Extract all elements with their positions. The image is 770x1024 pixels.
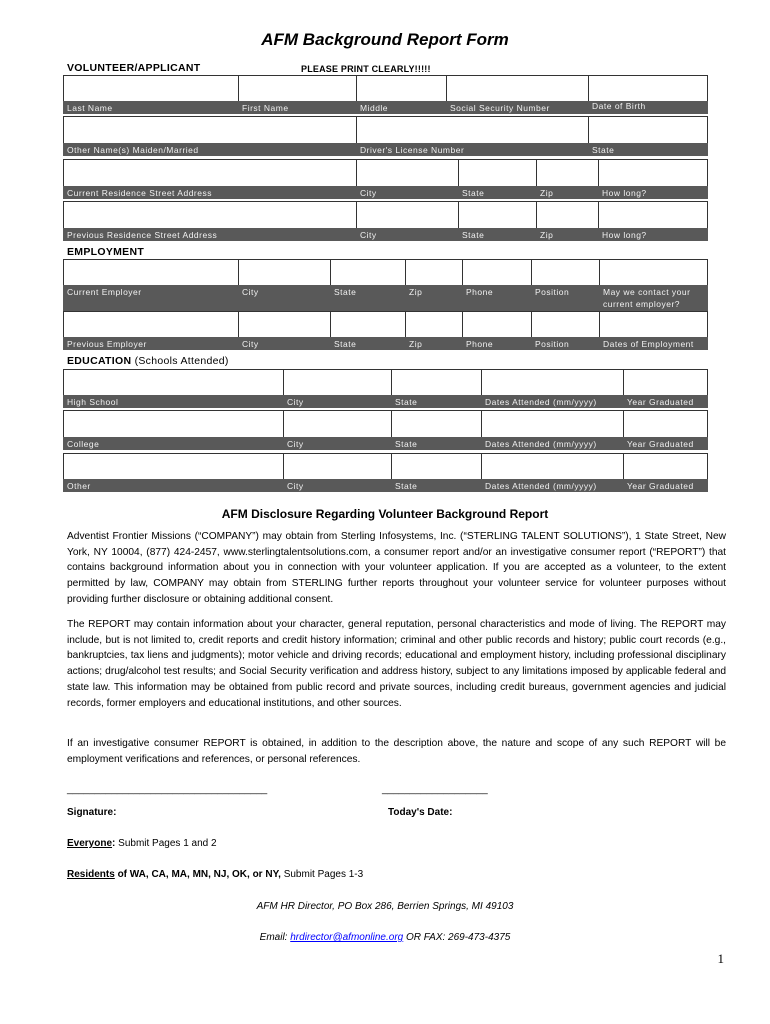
employer-position-field[interactable] [531,259,599,285]
college-field[interactable] [63,410,283,437]
date-line[interactable]: ___________________ [382,784,488,795]
hs-city-label: City [287,397,304,407]
prev-employer-position-field[interactable] [531,311,599,337]
previous-city-field[interactable] [356,201,458,228]
hs-state-label: State [395,397,418,407]
middle-label: Middle [360,103,389,113]
employer-city-label: City [242,287,259,297]
other-names-label: Other Name(s) Maiden/Married [67,145,199,155]
employer-zip-label: Zip [409,287,423,297]
dob-field[interactable] [588,75,708,101]
residents-states: of WA, CA, MA, MN, NJ, OK, or NY, [117,869,281,880]
prev-employer-phone-label: Phone [466,339,494,349]
employer-position-label: Position [535,287,570,297]
current-zip-label: Zip [540,188,554,198]
other-school-field[interactable] [63,453,283,479]
signature-label: Signature: [67,807,117,818]
dates-of-employment-label: Dates of Employment [603,339,694,349]
employment-heading: EMPLOYMENT [67,246,145,258]
fax-text: OR FAX: 269-473-4375 [406,932,511,943]
education-heading-note: (Schools Attended) [134,355,229,367]
drivers-license-label: Driver's License Number [360,145,465,155]
employer-phone-field[interactable] [462,259,531,285]
prev-employer-city-label: City [242,339,259,349]
ssn-field[interactable] [446,75,588,101]
college-label: College [67,439,100,449]
hs-dates-field[interactable] [481,369,623,395]
current-how-long-label: How long? [602,188,647,198]
everyone-text: Submit Pages 1 and 2 [118,838,217,849]
email-prefix: Email: [259,932,288,943]
education-heading [67,355,229,367]
ssn-label: Social Security Number [450,103,550,113]
other-dates-label: Dates Attended (mm/yyyy) [485,481,597,491]
employer-state-label: State [334,287,357,297]
college-city-field[interactable] [283,410,391,437]
other-year-field[interactable] [623,453,708,479]
license-state-field[interactable] [588,116,708,143]
current-how-long-field[interactable] [598,159,708,186]
todays-date-label: Today's Date: [388,807,453,818]
employer-phone-label: Phone [466,287,494,297]
other-city-field[interactable] [283,453,391,479]
drivers-license-field[interactable] [356,116,588,143]
previous-how-long-field[interactable] [598,201,708,228]
prev-employer-state-label: State [334,339,357,349]
high-school-field[interactable] [63,369,283,395]
previous-employer-field[interactable] [63,311,238,337]
previous-state-label: State [462,230,485,240]
disclosure-paragraph-3: If an investigative consumer REPORT is obtained, in addition to the description above, the nature and scope of any such REPORT will be employment verifications and references, or personal references. [67,738,726,765]
prev-employer-state-field[interactable] [330,311,405,337]
disclosure-paragraph-2: The REPORT may contain information about your character, general reputation, personal characteristics and mode of living. The REPORT may include, but is not limited to, credit reports and credit history information; criminal and other public records and history; public court records (e.g., bankruptcies, tax liens and judgments); motor vehicle and driving records; educational and employment history, including professional disciplinary actions; drug/alcohol test results; and Social Security verification and address history, subject to any limitations imposed by applicable federal and state law. This information may be obtained from public record and private sources, including credit bureaus, government agencies and judicial records, former employers and educational institutions, and other sources. [67,619,726,709]
first-name-label: First Name [242,103,289,113]
employer-state-field[interactable] [330,259,405,285]
current-employer-label: Current Employer [67,287,142,297]
footer-address: AFM HR Director, PO Box 286, Berrien Springs, MI 49103 [256,901,514,912]
prev-employer-zip-label: Zip [409,339,423,349]
page-title: AFM Background Report Form [261,30,509,49]
hs-state-field[interactable] [391,369,481,395]
previous-state-field[interactable] [458,201,536,228]
current-city-field[interactable] [356,159,458,186]
current-address-field[interactable] [63,159,356,186]
residents-label: Residents [67,869,115,880]
last-name-label: Last Name [67,103,113,113]
current-address-label: Current Residence Street Address [67,188,212,198]
page-number: 1 [717,951,724,966]
previous-address-label: Previous Residence Street Address [67,230,218,240]
other-state-field[interactable] [391,453,481,479]
college-dates-label: Dates Attended (mm/yyyy) [485,439,597,449]
prev-employer-zip-field[interactable] [405,311,462,337]
prev-employer-position-label: Position [535,339,570,349]
current-employer-field[interactable] [63,259,238,285]
hs-dates-label: Dates Attended (mm/yyyy) [485,397,597,407]
everyone-instruction: Everyone: Submit Pages 1 and 2 [67,838,217,849]
disclosure-title: AFM Disclosure Regarding Volunteer Background Report [221,507,549,521]
previous-zip-field[interactable] [536,201,598,228]
college-dates-field[interactable] [481,410,623,437]
license-state-label: State [592,145,615,155]
college-city-label: City [287,439,304,449]
other-city-label: City [287,481,304,491]
middle-name-field[interactable] [356,75,446,101]
previous-employer-label: Previous Employer [67,339,147,349]
college-state-label: State [395,439,418,449]
dob-label: Date of Birth [592,101,646,111]
college-year-label: Year Graduated [627,439,694,449]
employer-zip-field[interactable] [405,259,462,285]
email-link[interactable]: hrdirector@afmonline.org [290,932,404,943]
other-year-label: Year Graduated [627,481,694,491]
contact-employer-label: May we contact your current employer? [603,287,691,309]
footer-contact [0,932,770,943]
prev-employer-phone-field[interactable] [462,311,531,337]
contact-employer-field[interactable] [599,259,708,285]
print-clearly-note: PLEASE PRINT CLEARLY!!!!! [301,64,431,74]
other-state-label: State [395,481,418,491]
disclosure-paragraph-1: Adventist Frontier Missions (“COMPANY”) may obtain from Sterling Infosystems, Inc. (“STERLING TALENT SOLUTIONS”), 1 State Street, New York, NY 10004, (877) 424-2457, www.sterlingtalentsolutions.com, a consumer report and/or an investigative consumer report (“REPORT”) that contains background information about you in connection with your volunteer application. If you are accepted as a volunteer, to the extent permitted by law, COMPANY may obtain from STERLING further reports throughout your volunteer service for volunteer purposes without providing further disclosure or obtaining additional consent. [67,531,726,605]
volunteer-heading: VOLUNTEER/APPLICANT [67,62,201,74]
college-state-field[interactable] [391,410,481,437]
current-state-field[interactable] [458,159,536,186]
current-city-label: City [360,188,377,198]
current-state-label: State [462,188,485,198]
other-school-label: Other [67,481,91,491]
previous-address-field[interactable] [63,201,356,228]
everyone-label: Everyone [67,838,113,849]
residents-text: Submit Pages 1-3 [283,869,364,880]
first-name-field[interactable] [238,75,356,101]
prev-employer-city-field[interactable] [238,311,330,337]
dates-of-employment-field[interactable] [599,311,708,337]
last-name-field[interactable] [63,75,238,101]
hs-year-label: Year Graduated [627,397,694,407]
previous-how-long-label: How long? [602,230,647,240]
residents-instruction [67,869,363,880]
employer-city-field[interactable] [238,259,330,285]
hs-year-field[interactable] [623,369,708,395]
other-names-field[interactable] [63,116,356,143]
hs-city-field[interactable] [283,369,391,395]
high-school-label: High School [67,397,119,407]
college-year-field[interactable] [623,410,708,437]
previous-city-label: City [360,230,377,240]
other-dates-field[interactable] [481,453,623,479]
education-heading-text: EDUCATION [67,355,132,367]
signature-line[interactable]: ____________________________________ [67,784,268,795]
previous-zip-label: Zip [540,230,554,240]
current-zip-field[interactable] [536,159,598,186]
